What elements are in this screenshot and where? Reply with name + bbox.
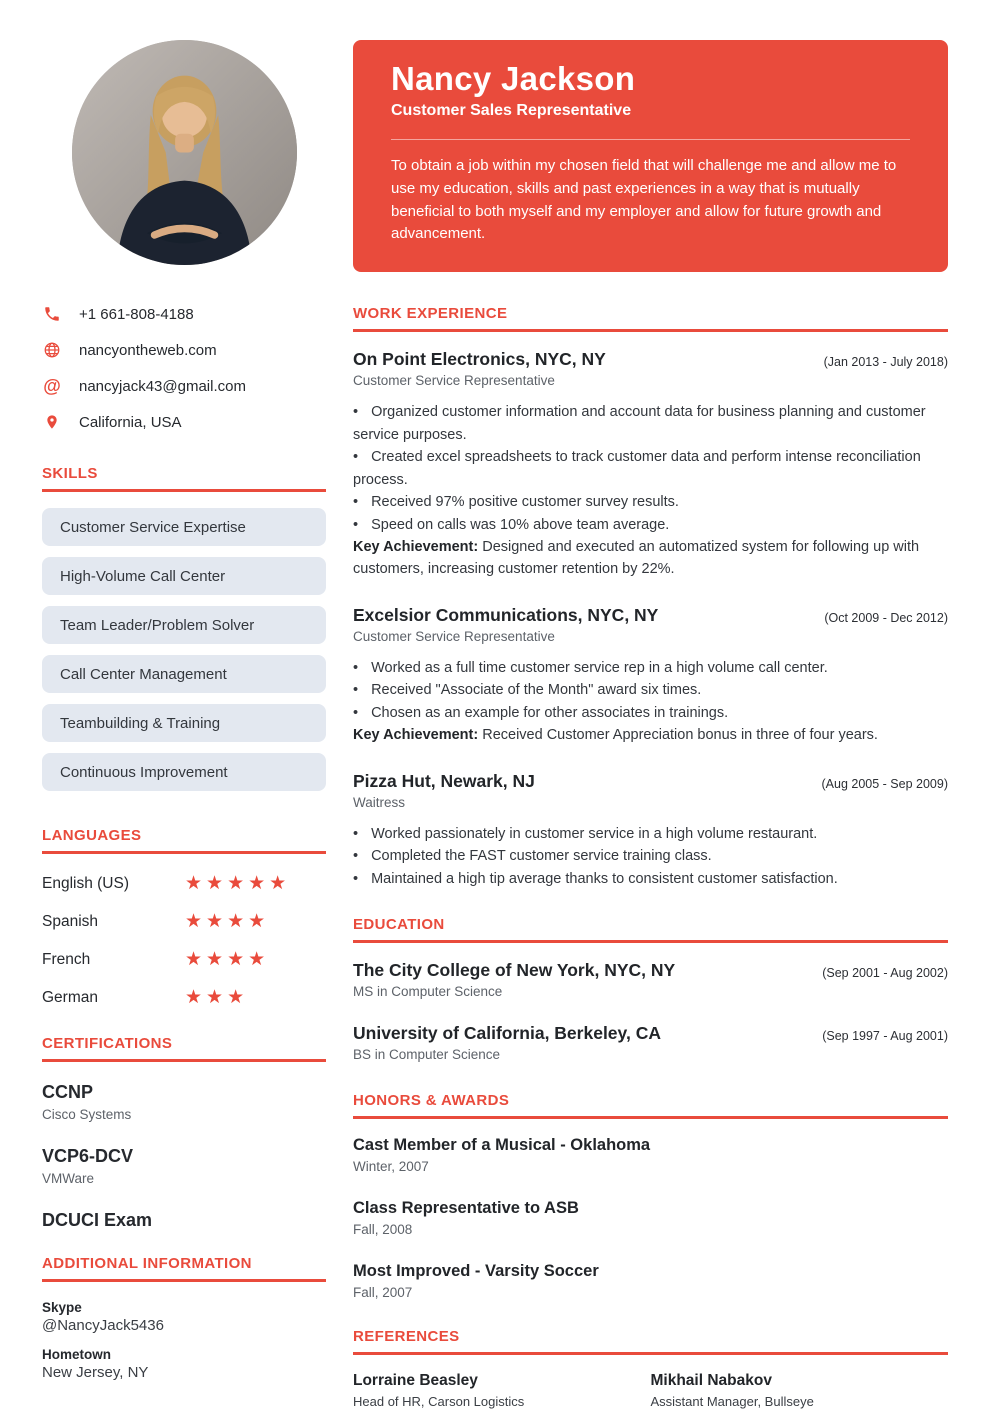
job-bullet	[353, 491, 948, 513]
language-row	[42, 950, 326, 969]
bullet-text: Worked passionately in customer service in a high volume restaurant.	[371, 825, 818, 842]
job-bullets	[353, 657, 948, 724]
education-header	[353, 960, 948, 981]
bullet-dot-icon: •	[353, 494, 359, 511]
honor-item	[353, 1199, 948, 1237]
bullet-dot-icon: •	[353, 848, 359, 865]
job-entry	[353, 605, 948, 747]
languages-heading: LANGUAGES	[42, 827, 142, 844]
jobs-list	[353, 349, 948, 890]
job-bullets	[353, 401, 948, 536]
language-row	[42, 988, 326, 1007]
job-company: On Point Electronics, NYC, NY	[353, 349, 606, 370]
skill-label: Continuous Improvement	[60, 763, 228, 781]
certifications-list	[42, 1082, 326, 1231]
certification-name: VCP6-DCV	[42, 1146, 134, 1166]
certification-org: Cisco Systems	[42, 1107, 132, 1122]
hero-divider	[391, 139, 910, 140]
globe-icon	[42, 341, 62, 359]
education-dates: (Sep 2001 - Aug 2002)	[822, 966, 948, 981]
reference-name: Lorraine Beasley	[353, 1372, 478, 1390]
star-rating-icons: ★★★★★	[185, 873, 291, 894]
email-address: nancyjack43@gmail.com	[79, 377, 246, 395]
star-rating-icons: ★★★★	[185, 949, 270, 970]
skill-pill	[42, 557, 326, 595]
certifications-section-header	[42, 1035, 326, 1062]
key-achievement	[353, 724, 948, 746]
skill-label: Call Center Management	[60, 665, 227, 683]
job-entry	[353, 771, 948, 890]
additional-info-value: @NancyJack5436	[42, 1317, 164, 1334]
additional-info-section-header	[42, 1255, 326, 1282]
honors-heading: HONORS & AWARDS	[353, 1092, 510, 1110]
certification-item	[42, 1082, 326, 1122]
honor-date: Fall, 2007	[353, 1285, 413, 1301]
education-entry	[353, 960, 948, 999]
education-header	[353, 1023, 948, 1044]
skills-list	[42, 508, 326, 791]
education-school: University of California, Berkeley, CA	[353, 1023, 661, 1044]
job-bullet	[353, 868, 948, 890]
certifications-rule	[42, 1059, 326, 1062]
job-header	[353, 771, 948, 792]
languages-list	[42, 874, 326, 1007]
languages-rule	[42, 851, 326, 854]
job-header	[353, 349, 948, 370]
location-pin-icon	[42, 413, 62, 431]
education-degree: BS in Computer Science	[353, 1047, 501, 1063]
job-bullet	[353, 401, 948, 446]
star-rating-icons: ★★★★	[185, 911, 270, 932]
job-role: Customer Service Representative	[353, 628, 555, 644]
honor-date: Fall, 2008	[353, 1222, 413, 1238]
website-url: nancyontheweb.com	[79, 341, 217, 359]
job-bullet	[353, 446, 948, 491]
bullet-dot-icon: •	[353, 659, 359, 676]
reference-role: Head of HR, Carson Logistics	[353, 1394, 525, 1410]
references-rule	[353, 1352, 948, 1355]
education-degree: MS in Computer Science	[353, 984, 503, 1000]
job-entry	[353, 349, 948, 581]
reference-name: Mikhail Nabakov	[650, 1372, 772, 1390]
additional-info-label: Hometown	[42, 1347, 111, 1362]
bullet-text: Chosen as an example for other associates in trainings.	[371, 704, 729, 721]
phone-icon	[42, 305, 62, 323]
education-heading: EDUCATION	[353, 916, 445, 934]
contact-email	[42, 375, 326, 397]
education-rule	[353, 940, 948, 943]
contact-phone	[42, 303, 326, 325]
honors-section	[353, 1092, 948, 1300]
skills-section-header	[42, 465, 326, 492]
job-company: Pizza Hut, Newark, NJ	[353, 770, 535, 791]
bullet-dot-icon: •	[353, 825, 359, 842]
job-header	[353, 605, 948, 626]
profile-photo-illustration	[72, 40, 297, 265]
job-bullet	[353, 823, 948, 845]
additional-info-label: Skype	[42, 1300, 82, 1315]
education-entry	[353, 1023, 948, 1062]
bullet-text: Worked as a full time customer service rep in a high volume call center.	[371, 659, 828, 676]
candidate-name: Nancy Jackson	[391, 60, 636, 97]
job-dates: (Jan 2013 - July 2018)	[823, 355, 948, 370]
job-role: Waitress	[353, 794, 406, 810]
bullet-dot-icon: •	[353, 404, 359, 421]
honor-title: Cast Member of a Musical - Oklahoma	[353, 1136, 651, 1155]
certification-name: CCNP	[42, 1082, 94, 1102]
education-school: The City College of New York, NYC, NY	[353, 960, 676, 981]
honor-title: Class Representative to ASB	[353, 1199, 579, 1218]
additional-info-heading: ADDITIONAL INFORMATION	[42, 1255, 252, 1272]
languages-section-header	[42, 827, 326, 854]
contact-website	[42, 339, 326, 361]
language-name: German	[42, 988, 98, 1006]
skill-label: High-Volume Call Center	[60, 567, 226, 585]
job-dates: (Oct 2009 - Dec 2012)	[824, 610, 948, 625]
skill-label: Team Leader/Problem Solver	[60, 616, 255, 634]
certification-org: VMWare	[42, 1171, 95, 1186]
bullet-dot-icon: •	[353, 870, 359, 887]
additional-info-rule	[42, 1279, 326, 1282]
bullet-text: Speed on calls was 10% above team average.	[371, 516, 670, 533]
bullet-text: Received "Associate of the Month" award six times.	[371, 682, 702, 699]
references-heading: REFERENCES	[353, 1328, 460, 1346]
location-text: California, USA	[79, 413, 182, 431]
work-experience-rule	[353, 329, 948, 332]
phone-number: +1 661-808-4188	[79, 305, 194, 323]
bullet-text: Received 97% positive customer survey results.	[371, 494, 679, 511]
bullet-text: Completed the FAST customer service training class.	[371, 848, 712, 865]
key-achievement-text: Designed and executed an automatized system for following up with customers, increasing customer retention by 22%.	[353, 539, 920, 578]
skill-label: Customer Service Expertise	[60, 518, 246, 536]
star-rating-icons: ★★★	[185, 987, 249, 1008]
language-row	[42, 874, 326, 893]
bullet-dot-icon: •	[353, 516, 359, 533]
job-role: Customer Service Representative	[353, 373, 555, 389]
skill-pill	[42, 655, 326, 693]
honor-date: Winter, 2007	[353, 1159, 429, 1175]
bullet-text: Organized customer information and account data for business planning and customer service purposes.	[353, 404, 926, 443]
job-bullet	[353, 514, 948, 536]
key-achievement-text: Received Customer Appreciation bonus in three of four years.	[482, 727, 878, 744]
sidebar	[42, 40, 326, 1409]
skill-label: Teambuilding & Training	[60, 714, 221, 732]
bullet-dot-icon: •	[353, 449, 359, 466]
skill-pill	[42, 606, 326, 644]
job-bullets	[353, 823, 948, 890]
key-achievement-label: Key Achievement:	[353, 727, 479, 744]
job-bullet	[353, 657, 948, 679]
honors-rule	[353, 1116, 948, 1119]
skills-heading: SKILLS	[42, 465, 98, 482]
job-bullet	[353, 845, 948, 867]
name-header-card	[353, 40, 948, 272]
skill-pill	[42, 753, 326, 791]
honor-item	[353, 1136, 948, 1174]
job-bullet	[353, 679, 948, 701]
honor-item	[353, 1262, 948, 1300]
bullet-text: Maintained a high tip average thanks to consistent customer satisfaction.	[371, 870, 838, 887]
bullet-dot-icon: •	[353, 682, 359, 699]
additional-info-item	[42, 1300, 326, 1334]
skills-rule	[42, 489, 326, 492]
contact-location	[42, 411, 326, 433]
language-row	[42, 912, 326, 931]
bullet-dot-icon: •	[353, 704, 359, 721]
profile-photo	[72, 40, 297, 265]
language-name: Spanish	[42, 912, 99, 930]
work-experience-heading: WORK EXPERIENCE	[353, 305, 508, 323]
certification-item	[42, 1210, 326, 1231]
reference-role: Assistant Manager, Bullseye	[650, 1394, 814, 1410]
key-achievement	[353, 536, 948, 581]
language-name: English (US)	[42, 874, 129, 892]
job-dates: (Aug 2005 - Sep 2009)	[821, 776, 948, 791]
certification-item	[42, 1146, 326, 1186]
skill-pill	[42, 704, 326, 742]
job-company: Excelsior Communications, NYC, NY	[353, 604, 659, 625]
key-achievement-label: Key Achievement:	[353, 539, 479, 555]
work-experience-section	[353, 305, 948, 890]
education-list	[353, 960, 948, 1062]
skill-pill	[42, 508, 326, 546]
bullet-text: Created excel spreadsheets to track customer data and perform intense reconciliation process.	[353, 449, 921, 488]
additional-info-value: New Jersey, NY	[42, 1364, 149, 1381]
certification-name: DCUCI Exam	[42, 1210, 153, 1230]
references-section	[353, 1328, 948, 1409]
job-bullet	[353, 702, 948, 724]
additional-info-item	[42, 1347, 326, 1381]
objective-text: To obtain a job within my chosen field that will challenge me and allow me to use my education, skills and past experiences in a way that is mutually beneficial to both myself and my employer and allow for future growth and advancement.	[391, 157, 897, 243]
language-name: French	[42, 950, 91, 968]
candidate-title: Customer Sales Representative	[391, 102, 632, 119]
honor-title: Most Improved - Varsity Soccer	[353, 1262, 599, 1281]
additional-info-list	[42, 1300, 326, 1381]
education-section	[353, 916, 948, 1062]
education-dates: (Sep 1997 - Aug 2001)	[822, 1029, 948, 1044]
main-column	[353, 40, 948, 1409]
at-icon: @	[43, 376, 61, 396]
honors-list	[353, 1136, 948, 1300]
certifications-heading: CERTIFICATIONS	[42, 1035, 173, 1052]
